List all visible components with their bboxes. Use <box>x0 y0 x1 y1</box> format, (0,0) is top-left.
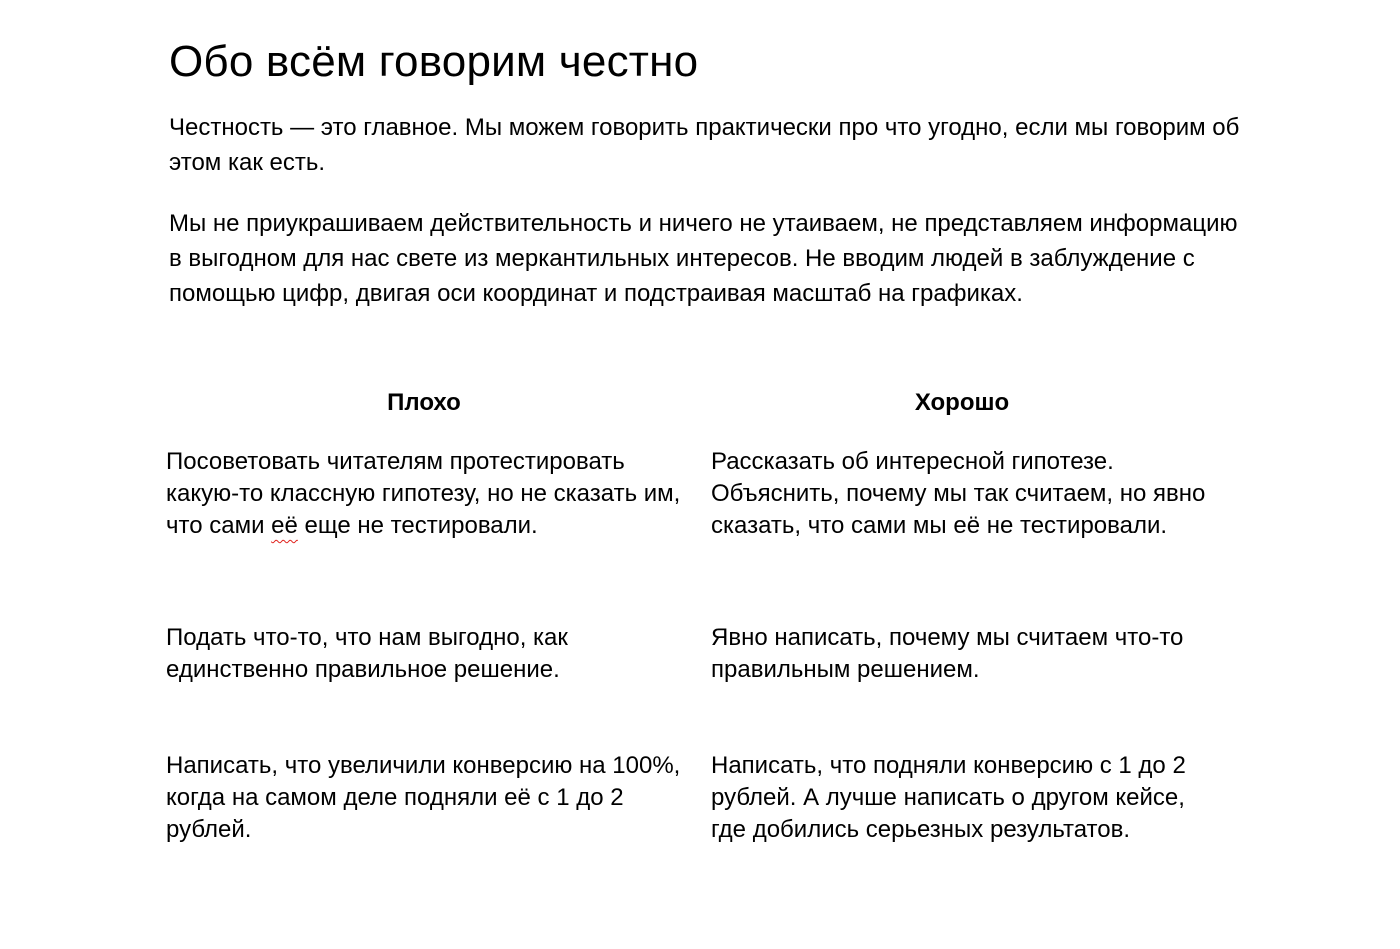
table-cell-bad: Написать, что увеличили конверсию на 100%, когда на самом деле подняли её с 1 до 2 рублей. <box>166 752 681 843</box>
cell-text: еще не тестировали. <box>297 512 538 539</box>
table-cell-good: Рассказать об интересной гипотезе. Объяснить, почему мы так считаем, но явно сказать, что сами мы её не тестировали. <box>711 448 1206 539</box>
column-header-bad: Плохо <box>387 389 461 416</box>
cell-text: Посоветовать читателям протестировать какую-то классную гипотезу, но не сказать им, что сами <box>166 448 681 539</box>
principles-paragraph: Мы не приукрашиваем действительность и ничего не утаиваем, не представляем информацию в выгодном для нас свете из меркантильных интересов. Не вводим людей в заблуждение с помощью цифр, двигая оси координат и подстраивая масштаб на графиках. <box>169 210 1238 307</box>
table-cell-good: Написать, что подняли конверсию с 1 до 2 рублей. А лучше написать о другом кейсе, где добились серьезных результатов. <box>711 752 1186 843</box>
page-title: Обо всём говорим честно <box>169 37 699 86</box>
column-header-good: Хорошо <box>914 389 1010 416</box>
intro-paragraph: Честность — это главное. Мы можем говорить практически про что угодно, если мы говорим об этом как есть. <box>169 114 1240 176</box>
table-cell-bad: Подать что-то, что нам выгодно, как единственно правильное решение. <box>166 624 568 683</box>
table-cell-good: Явно написать, почему мы считаем что-то правильным решением. <box>711 624 1184 683</box>
spellcheck-flagged-word: её <box>271 512 298 539</box>
table-cell-bad <box>166 446 696 542</box>
